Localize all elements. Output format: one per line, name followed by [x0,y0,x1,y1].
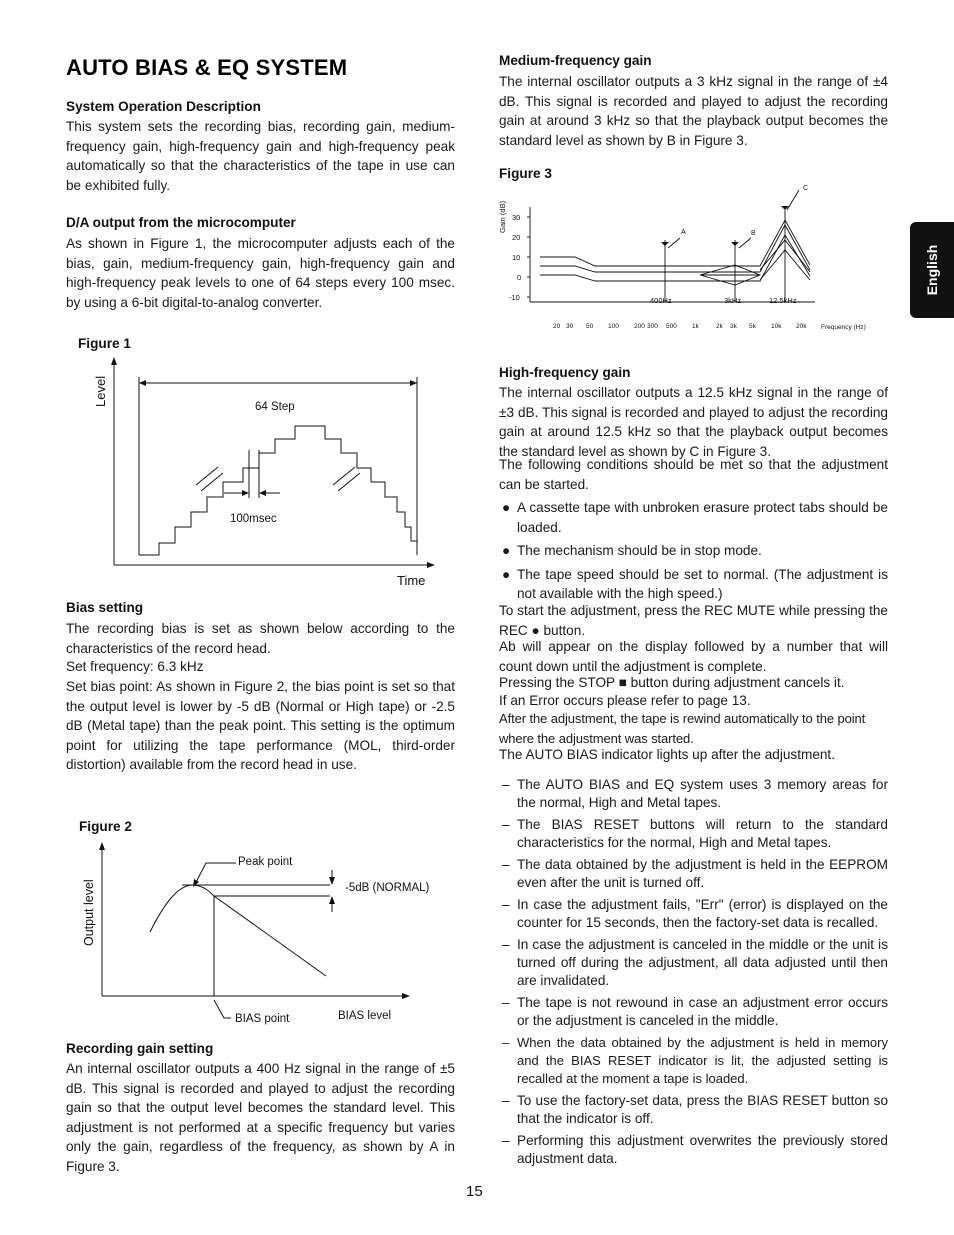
figure3-xtick: 20k [796,323,807,330]
figure3-ytick: 10 [512,253,521,262]
bias-setting-text-2: Set frequency: 6.3 kHz [66,659,204,674]
bias-setting-text-3: Set bias point: As shown in Figure 2, the bias point is set so that the output level is lower by -5 dB (Normal or High tape) or -2.5 dB (Metal tape) than the peak point. This setting is the optimum point for utilizing the tape performance (MOL, third-order distortion) available from the record head in use. [66,679,455,772]
note-item: – When the data obtained by the adjustment is held in memory and the BIAS RESET indicator is lit, the adjusted setting is recalled at the moment a tape is loaded. [502,1035,888,1086]
figure3-ytick: -10 [509,293,520,302]
figure2-bias-point-label: BIAS point [235,1013,290,1025]
language-tab [910,222,954,318]
bias-setting-heading: Bias setting [66,600,144,615]
notes-list [499,776,888,1168]
figure3-xtick: 2k [716,323,723,330]
countdown-text: Ab will appear on the display followed by a number that will count down until the adjustment is complete. [499,639,888,674]
note-item: – The data obtained by the adjustment is held in the EEPROM even after the unit is turned off. [502,857,888,890]
figure3-xtick: 5k [749,323,756,330]
note-item: – The tape is not rewound in case an adjustment error occurs or the adjustment is canceled in the middle. [502,995,888,1028]
figure3-xtick: 1k [692,323,699,330]
language-tab-label: English [924,244,940,296]
figure1-y-label: Level [93,375,108,407]
indicator-text: The AUTO BIAS indicator lights up after the adjustment. [499,747,835,762]
high-frequency-heading: High-frequency gain [499,365,631,380]
figure2-x-label: BIAS level [338,1010,392,1022]
figure3-xtick: 10k [771,323,782,330]
figure3-xtick: 500 [666,323,677,330]
recording-gain-heading: Recording gain setting [66,1041,214,1056]
figure3-ytick: 20 [512,233,521,242]
figure1-steps-label: 64 Step [255,401,295,413]
figure3-xtick: 300 [647,323,658,330]
figure3-marker-b: B [751,230,756,237]
stop-instructions: Pressing the STOP ■ button during adjustment cancels it. [499,675,845,690]
note-item: – The BIAS RESET buttons will return to the standard characteristics for the normal, High and Metal tapes. [502,817,888,850]
figure3-ytick: 30 [512,213,521,222]
figure3-x-label: Frequency (Hz) [821,324,866,331]
figure3-xtick: 200 [634,323,645,330]
figure3-xtick: 20 [553,323,561,330]
figure1-step-diagram [84,355,444,595]
da-output-text: As shown in Figure 1, the microcomputer adjusts each of the bias, gain, medium-frequency gain, high-frequency gain and high-frequency peak levels to one of 64 steps every 100 msec. by using a 6-bit digital-to-analog converter. [66,236,455,310]
medium-frequency-text: The internal oscillator outputs a 3 kHz signal in the range of ±4 dB. This signal is recorded and played to adjust the recording gain at around 3 kHz so that the playback output becomes the standard level as shown by B in Figure 3. [499,74,888,148]
figure3-y-label: Gain (dB) [498,200,507,233]
conditions-list [499,498,888,604]
figure3-freq-a: 400Hz [650,296,672,305]
rec-dot-icon: ● [531,622,540,638]
figure2-offset-label: -5dB (NORMAL) [345,882,430,894]
figure3-freq-c: 12.5kHz [769,296,797,305]
figure2-label: Figure 2 [79,819,132,834]
note-item: – In case the adjustment fails, "Err" (error) is displayed on the counter for 15 seconds, then the factory-set data is recalled. [502,897,888,930]
condition-item: ● A cassette tape with unbroken erasure protect tabs should be loaded. [502,500,888,535]
start-instructions: To start the adjustment, press the REC MUTE while pressing the REC ● button. [499,603,888,638]
figure3-xtick: 100 [608,323,619,330]
stop-square-icon: ■ [618,675,627,690]
high-frequency-text-2: The following conditions should be met so that the adjustment can be started. [499,457,888,492]
da-output-heading: D/A output from the microcomputer [66,215,296,230]
recording-gain-text: An internal oscillator outputs a 400 Hz signal in the range of ±5 dB. This signal is recorded and played to adjust the recording gain so that the output level becomes the standard level. This adjustment is not performed at a specific frequency but varies only the gain, regardless of the frequency, as shown by A in Figure 3. [66,1061,455,1174]
rewind-text: After the adjustment, the tape is rewind automatically to the point where the adjustment was started. [499,711,866,746]
page-title: AUTO BIAS & EQ SYSTEM [66,55,348,80]
figure3-freq-b: 3kHz [724,296,742,305]
note-item: – The AUTO BIAS and EQ system uses 3 memory areas for the normal, High and Metal tapes. [502,777,888,810]
figure1-x-label: Time [397,573,426,588]
note-item: – Performing this adjustment overwrites the previously stored adjustment data. [502,1133,888,1166]
high-frequency-text-1: The internal oscillator outputs a 12.5 kHz signal in the range of ±3 dB. This signal is recorded and played to adjust the recording gain at around 12.5 kHz so that the playback output becomes the standard level as shown by C in Figure 3. [499,385,888,459]
figure2-y-label: Output level [82,879,96,946]
condition-item: ● The tape speed should be set to normal. (The adjustment is not available with the high speed.) [502,566,888,601]
figure1-interval-label: 100msec [230,513,277,525]
figure3-eq-chart [495,180,880,335]
figure3-xtick: 50 [586,323,594,330]
bias-setting-text-1: The recording bias is set as shown below according to the characteristics of the record head. [66,621,455,656]
figure3-marker-c: C [803,185,809,192]
figure3-xtick: 30 [566,323,574,330]
page-number: 15 [466,1183,483,1200]
figure2-bias-curve [78,840,448,1035]
system-operation-text: This system sets the recording bias, recording gain, medium-frequency gain, high-frequency gain and high-frequency peak automatically so that the characteristics of the tape in use can be exhibited fully. [66,119,455,193]
figure3-ytick: 0 [517,273,522,282]
figure1-label: Figure 1 [78,336,131,351]
note-item: – In case the adjustment is canceled in the middle or the unit is turned off during the adjustment, all data adjusted until then are invalidated. [502,937,888,988]
figure3-label: Figure 3 [499,166,552,181]
note-item: – To use the factory-set data, press the BIAS RESET button so that the indicator is off. [502,1093,888,1126]
figure3-xtick: 3k [730,323,737,330]
error-text: If an Error occurs please refer to page 13. [499,693,751,708]
figure3-marker-a: A [681,229,686,236]
condition-item: ● The mechanism should be in stop mode. [502,543,762,558]
system-operation-heading: System Operation Description [66,99,261,114]
figure2-curve [150,885,326,976]
figure2-peak-label: Peak point [238,856,293,868]
medium-frequency-heading: Medium-frequency gain [499,53,652,68]
